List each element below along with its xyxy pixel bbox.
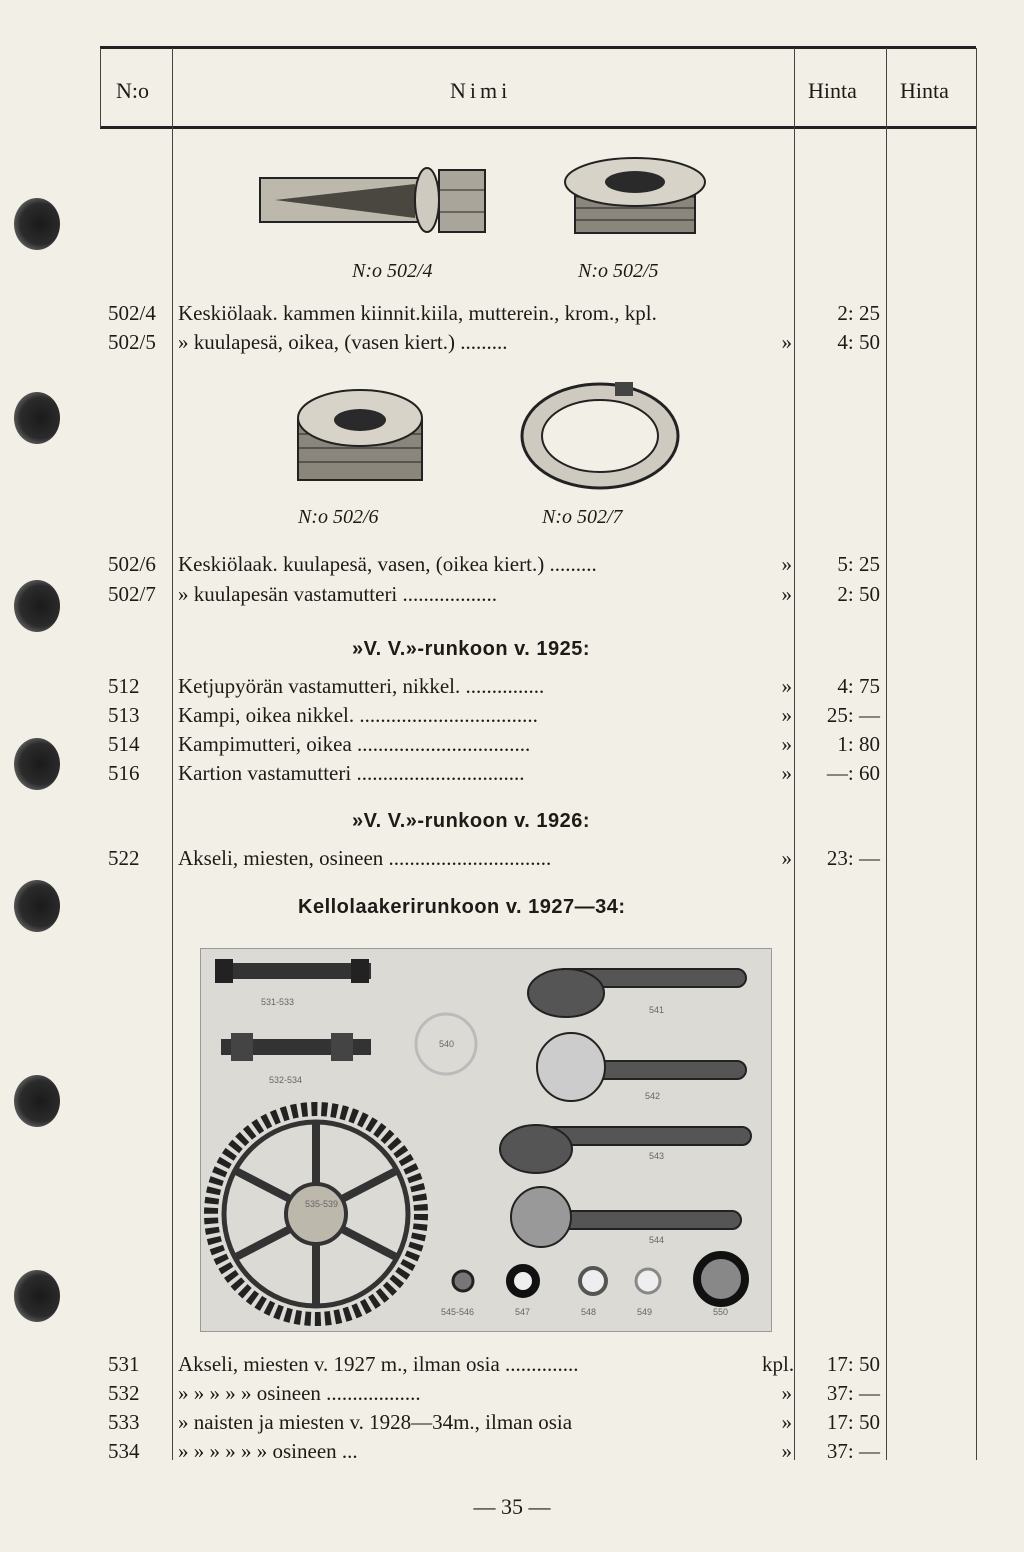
item-unit: » — [781, 703, 792, 727]
item-unit: » — [781, 846, 792, 870]
item-unit: » — [781, 330, 792, 354]
item-price: 17: 50 — [826, 1352, 880, 1376]
item-name: Ketjupyörän vastamutteri, nikkel. ............... — [178, 674, 545, 698]
item-unit: » — [781, 1381, 792, 1405]
item-number: 533 — [108, 1410, 140, 1434]
table-row — [100, 550, 890, 578]
item-name: » » » » » osineen .................. — [178, 1381, 421, 1405]
item-unit: » — [781, 552, 792, 576]
item-name: Keskiölaak. kammen kiinnit.kiila, mutterein., krom., kpl. — [178, 301, 657, 325]
table-row — [100, 759, 890, 787]
page-number: — 35 — — [473, 1494, 551, 1519]
item-unit: » — [781, 732, 792, 756]
item-price: 1: 80 — [837, 732, 880, 756]
section-heading: Kellolaakerirunkoon v. 1927—34: — [298, 896, 626, 918]
photo-label: 543 — [649, 1151, 665, 1161]
binder-hole — [14, 580, 60, 632]
item-price: 23: — — [826, 846, 880, 870]
table-row — [100, 328, 890, 356]
binder-hole — [14, 198, 60, 250]
table-row — [100, 1350, 890, 1378]
binder-hole — [14, 1075, 60, 1127]
binder-hole — [14, 392, 60, 444]
item-name: Akseli, miesten, osineen ............................... — [178, 846, 552, 870]
item-number: 532 — [108, 1381, 140, 1405]
item-unit: » — [781, 582, 792, 606]
binder-hole — [14, 738, 60, 790]
table-row — [100, 672, 890, 700]
header-no: N:o — [116, 78, 149, 103]
item-price: 4: 50 — [837, 330, 880, 354]
col-divider — [100, 48, 101, 128]
photo-label: 542 — [645, 1091, 661, 1101]
item-name: Kartion vastamutteri ................................ — [178, 761, 525, 785]
item-number: 502/7 — [108, 582, 156, 606]
section-heading: »V. V.»-runkoon v. 1926: — [352, 810, 591, 832]
binder-hole — [14, 880, 60, 932]
item-number: 502/5 — [108, 330, 156, 354]
photo-label: 540 — [439, 1039, 455, 1049]
photo-label: 547 — [515, 1307, 531, 1317]
header-name: Nimi — [450, 78, 512, 103]
section-heading: »V. V.»-runkoon v. 1925: — [352, 638, 591, 660]
item-number: 522 — [108, 846, 140, 870]
item-unit: » — [781, 674, 792, 698]
lock-ring-illustration — [515, 378, 685, 498]
binder-hole — [14, 1270, 60, 1322]
parts-photo — [200, 948, 772, 1332]
item-price: 4: 75 — [837, 674, 880, 698]
item-number: 534 — [108, 1439, 140, 1463]
parts-photo-drawing — [201, 949, 771, 1331]
item-name: » » » » » » osineen ... — [178, 1439, 358, 1463]
item-name: Keskiölaak. kuulapesä, vasen, (oikea kiert.) ......... — [178, 552, 597, 576]
item-unit: » — [781, 1410, 792, 1434]
item-name: » kuulapesä, oikea, (vasen kiert.) ......... — [178, 330, 508, 354]
item-price: 2: 50 — [837, 582, 880, 606]
item-number: 514 — [108, 732, 140, 756]
item-name: » kuulapesän vastamutteri .................. — [178, 582, 498, 606]
header-price-1: Hinta — [808, 78, 857, 103]
photo-label: 550 — [713, 1307, 729, 1317]
photo-label: 535-539 — [305, 1199, 339, 1209]
item-price: —: 60 — [826, 761, 880, 785]
item-price: 5: 25 — [837, 552, 880, 576]
table-row — [100, 1437, 890, 1465]
item-number: 502/6 — [108, 552, 156, 576]
photo-label: 549 — [637, 1307, 653, 1317]
photo-label: 532-534 — [269, 1075, 303, 1085]
figure-caption: N:o 502/6 — [298, 506, 379, 528]
item-name: Akseli, miesten v. 1927 m., ilman osia .............. — [178, 1352, 579, 1376]
figure-caption: N:o 502/5 — [578, 260, 659, 282]
item-number: 502/4 — [108, 301, 156, 325]
item-price: 2: 25 — [837, 301, 880, 325]
table-row — [100, 844, 890, 872]
table-row — [100, 1379, 890, 1407]
item-name: Kampimutteri, oikea ................................. — [178, 732, 531, 756]
photo-label: 544 — [649, 1235, 665, 1245]
cotter-pin-illustration — [255, 160, 495, 245]
item-unit: kpl. — [762, 1352, 795, 1376]
item-price: 25: — — [826, 703, 880, 727]
item-name: » naisten ja miesten v. 1928—34m., ilman osia — [178, 1410, 573, 1434]
figure-caption: N:o 502/4 — [352, 260, 433, 282]
photo-label: 541 — [649, 1005, 665, 1015]
col-divider — [976, 48, 977, 1460]
table-row — [100, 580, 890, 608]
ball-cup-illustration — [290, 380, 430, 500]
item-unit: » — [781, 1439, 792, 1463]
table-row — [100, 299, 890, 327]
figure-caption: N:o 502/7 — [542, 506, 623, 528]
item-unit: » — [781, 761, 792, 785]
ball-cup-illustration — [560, 150, 710, 245]
item-number: 531 — [108, 1352, 140, 1376]
table-row — [100, 730, 890, 758]
header-price-2: Hinta — [900, 78, 949, 103]
header-bottom-rule — [100, 126, 976, 129]
table-row — [100, 1408, 890, 1436]
table-row — [100, 701, 890, 729]
item-price: 37: — — [826, 1439, 880, 1463]
table-top-rule — [100, 46, 976, 49]
item-number: 512 — [108, 674, 140, 698]
item-name: Kampi, oikea nikkel. .................................. — [178, 703, 538, 727]
photo-label: 545-546 — [441, 1307, 475, 1317]
photo-label: 548 — [581, 1307, 597, 1317]
item-price: 17: 50 — [826, 1410, 880, 1434]
item-price: 37: — — [826, 1381, 880, 1405]
item-number: 516 — [108, 761, 140, 785]
photo-label: 531-533 — [261, 997, 295, 1007]
item-number: 513 — [108, 703, 140, 727]
